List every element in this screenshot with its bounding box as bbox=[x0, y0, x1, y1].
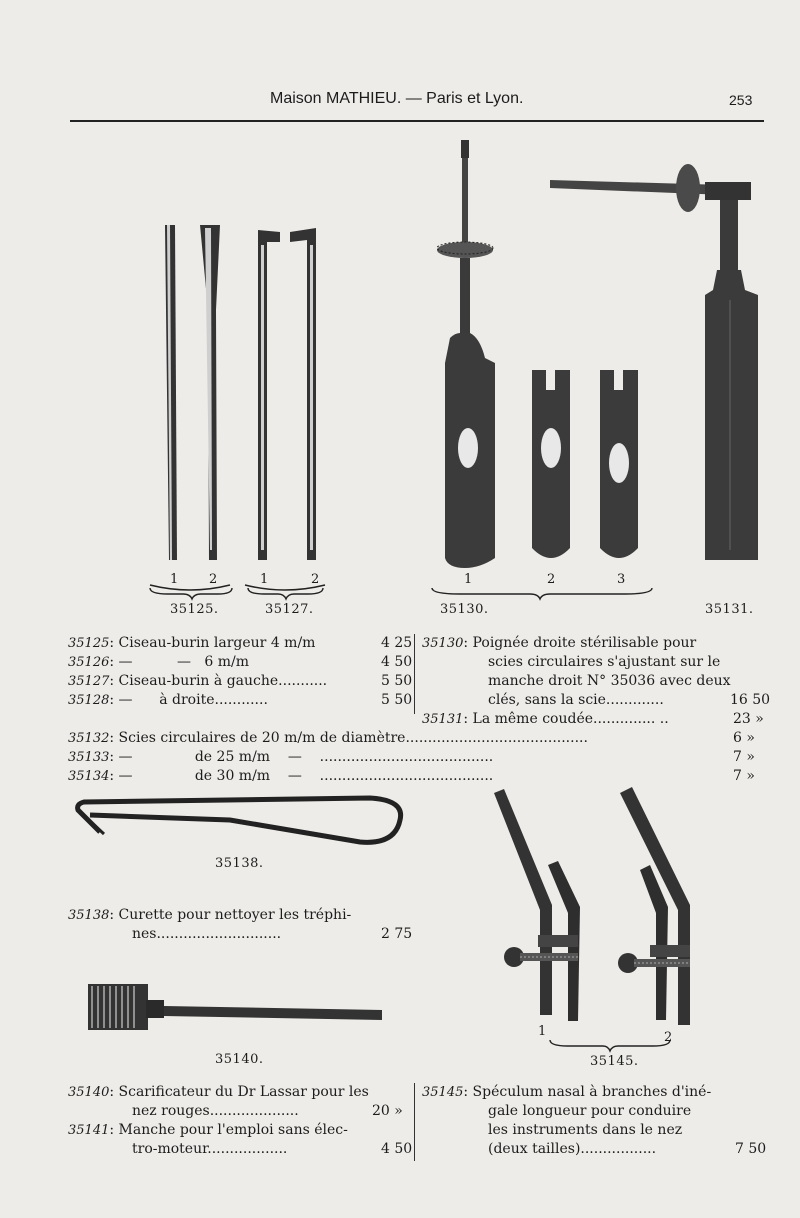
entry-line: Scarificateur du Dr Lassar pour les bbox=[118, 1084, 369, 1100]
entry-35126: 35126: — — 6 m/m bbox=[68, 654, 250, 670]
brace-35125 bbox=[148, 586, 328, 600]
price-35132: 6 » bbox=[733, 730, 755, 746]
price-35128: 5 50 bbox=[381, 692, 413, 708]
chisel-illustration bbox=[150, 220, 330, 570]
fig-35127-label-2: 2 bbox=[311, 572, 320, 587]
entry-35127: 35127: Ciseau-burin à gauche........... bbox=[68, 673, 328, 689]
fig-35145-label-1: 1 bbox=[538, 1024, 547, 1039]
fig-35138-number: 35138. bbox=[215, 856, 264, 871]
entry-text: La même coudée.............. .. bbox=[472, 711, 669, 727]
price-35126: 4 50 bbox=[381, 654, 413, 670]
fig-35131-number: 35131. bbox=[705, 602, 754, 617]
entry-ref: 35131 bbox=[422, 712, 464, 727]
column-divider-2 bbox=[414, 1083, 415, 1161]
entry-text: Ciseau-burin à gauche........... bbox=[118, 673, 328, 689]
entry-35138: 35138: Curette pour nettoyer les tréphi- bbox=[68, 907, 352, 923]
entry-35130-line-4: clés, sans la scie............. bbox=[488, 692, 664, 708]
price-35133: 7 » bbox=[733, 749, 755, 765]
entry-35138-line-2: nes............................ bbox=[132, 926, 282, 942]
entry-text: — de 25 m/m — ....................................... bbox=[118, 749, 494, 765]
price-35130: 16 50 bbox=[730, 692, 771, 708]
fig-35127-number: 35127. bbox=[265, 602, 314, 617]
entry-ref: 35138 bbox=[68, 908, 110, 923]
price-35127: 5 50 bbox=[381, 673, 413, 689]
entry-35145-line-4: (deux tailles)................. bbox=[488, 1141, 657, 1157]
column-divider-1 bbox=[414, 634, 415, 714]
entry-text: — à droite............ bbox=[118, 692, 268, 708]
entry-ref: 35127 bbox=[68, 674, 110, 689]
scarifier-handle bbox=[164, 1006, 382, 1020]
entry-ref: 35140 bbox=[68, 1085, 110, 1100]
entry-ref: 35133 bbox=[68, 750, 110, 765]
entry-35130: 35130: Poignée droite stérilisable pour bbox=[422, 635, 697, 651]
fig-35130-label-2: 2 bbox=[547, 572, 556, 587]
entry-35141: 35141: Manche pour l'emploi sans élec- bbox=[68, 1122, 348, 1138]
price-35131: 23 » bbox=[733, 711, 764, 727]
entry-35130-line-2: scies circulaires s'ajustant sur le bbox=[488, 654, 721, 670]
price-35134: 7 » bbox=[733, 768, 755, 784]
curette-illustration bbox=[70, 790, 410, 855]
scarifier-illustration bbox=[86, 980, 386, 1045]
entry-line: Spéculum nasal à branches d'iné- bbox=[472, 1084, 712, 1100]
entry-35132: 35132: Scies circulaires de 20 m/m de diamètre......................................... bbox=[68, 730, 588, 746]
entry-35145: 35145: Spéculum nasal à branches d'iné- bbox=[422, 1084, 712, 1100]
fig-35130-label-1: 1 bbox=[464, 572, 473, 587]
entry-ref: 35125 bbox=[68, 636, 110, 651]
entry-35125: 35125: Ciseau-burin largeur 4 m/m bbox=[68, 635, 316, 651]
entry-ref: 35130 bbox=[422, 636, 464, 651]
page-number: 253 bbox=[729, 92, 753, 108]
entry-line: Manche pour l'emploi sans élec- bbox=[118, 1122, 348, 1138]
fig-35140-number: 35140. bbox=[215, 1052, 264, 1067]
entry-35134: 35134: — de 30 m/m — ....................................... bbox=[68, 768, 494, 784]
entry-35141-line-2: tro-moteur.................. bbox=[132, 1141, 288, 1157]
price-35125: 4 25 bbox=[381, 635, 413, 651]
entry-ref: 35134 bbox=[68, 769, 110, 784]
fig-35145-number: 35145. bbox=[590, 1054, 639, 1069]
scarifier-blade-comb bbox=[88, 984, 148, 1030]
fig-35125-label-2: 2 bbox=[209, 572, 218, 587]
speculum-1 bbox=[494, 789, 580, 1021]
nasal-speculum-illustration bbox=[490, 785, 715, 1030]
entry-text: Ciseau-burin largeur 4 m/m bbox=[118, 635, 316, 651]
brace-35145 bbox=[548, 1038, 673, 1052]
entry-35140-line-2: nez rouges.................... bbox=[132, 1103, 299, 1119]
brace-35130 bbox=[430, 586, 655, 600]
entry-ref: 35128 bbox=[68, 693, 110, 708]
entry-line: Poignée droite stérilisable pour bbox=[472, 635, 697, 651]
entry-35128: 35128: — à droite............ bbox=[68, 692, 268, 708]
fig-35127-label-1: 1 bbox=[260, 572, 269, 587]
entry-line: Curette pour nettoyer les tréphi- bbox=[118, 907, 352, 923]
fig-35125-label-1: 1 bbox=[170, 572, 179, 587]
entry-text: — — 6 m/m bbox=[118, 654, 250, 670]
entry-35145-line-3: les instruments dans le nez bbox=[488, 1122, 683, 1138]
entry-ref: 35126 bbox=[68, 655, 110, 670]
fig-35130-label-3: 3 bbox=[617, 572, 626, 587]
header-rule bbox=[70, 120, 764, 122]
entry-ref: 35132 bbox=[68, 731, 110, 746]
speculum-2 bbox=[618, 787, 690, 1025]
entry-35131: 35131: La même coudée.............. .. bbox=[422, 711, 669, 727]
running-header-title: Maison MATHIEU. — Paris et Lyon. bbox=[270, 90, 524, 107]
price-35140: 20 » bbox=[372, 1103, 403, 1119]
fig-35130-number: 35130. bbox=[440, 602, 489, 617]
fig-35145-label-2: 2 bbox=[664, 1030, 673, 1045]
circular-saw-blade bbox=[437, 242, 493, 258]
fig-35125-number: 35125. bbox=[170, 602, 219, 617]
entry-ref: 35141 bbox=[68, 1123, 110, 1138]
entry-35140: 35140: Scarificateur du Dr Lassar pour les bbox=[68, 1084, 369, 1100]
entry-ref: 35145 bbox=[422, 1085, 464, 1100]
entry-35133: 35133: — de 25 m/m — ....................................... bbox=[68, 749, 494, 765]
entry-text: — de 30 m/m — ....................................... bbox=[118, 768, 494, 784]
angled-saw-handle-illustration bbox=[545, 150, 765, 570]
angled-handle-grip bbox=[705, 270, 758, 560]
entry-35130-line-3: manche droit N° 35036 avec deux bbox=[488, 673, 731, 689]
price-35138: 2 75 bbox=[381, 926, 413, 942]
entry-text: Scies circulaires de 20 m/m de diamètre......................................... bbox=[118, 730, 588, 746]
angled-saw-blade bbox=[676, 164, 700, 212]
price-35145: 7 50 bbox=[735, 1141, 767, 1157]
price-35141: 4 50 bbox=[381, 1141, 413, 1157]
entry-35145-line-2: gale longueur pour conduire bbox=[488, 1103, 692, 1119]
